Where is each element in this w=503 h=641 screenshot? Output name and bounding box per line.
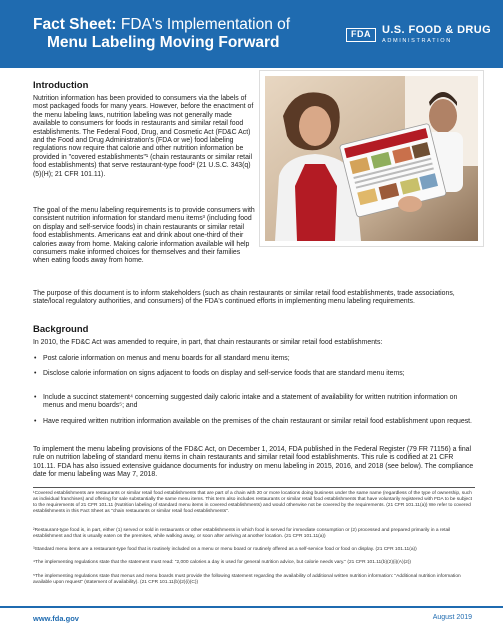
title-rest: FDA's Implementation of — [116, 16, 291, 33]
bullet-item: • Include a succinct statement⁴ concerning suggested daily caloric intake and a statement of availability for written nutrition information on menus and menu boards⁵; and — [33, 394, 475, 411]
footer-date: August 2019 — [432, 614, 472, 621]
photo-illustration — [265, 76, 478, 241]
menu-photo — [260, 71, 483, 246]
agency-name-line1: U.S. FOOD & DRUG — [382, 24, 492, 36]
background-paragraph-2: To implement the menu labeling provisions of the FD&C Act, on December 1, 2014, FDA published in the Federal Register (79 FR 71156) a final rule on nutrition labeling of standard menu items in chain restaurants and similar retail food establishments. This rule is codified at 21 CFR 101.11. FDA has also issued extensive guidance documents for industry on menu labeling in 2015, 2016, and 2018 (see below). The compliance date for menu labeling was May 7, 2018. — [33, 446, 474, 479]
introduction-heading: Introduction — [33, 80, 89, 91]
header-banner — [0, 0, 503, 68]
intro-paragraph-2: The goal of the menu labeling requirements is to provide consumers with consistent nutrition information for standard menu items³ (including food on display and self-service foods) in chain restaurants or similar retail food establishments. Americans eat and drink about one-third of their calories away from home. Making calorie information available will help consumers make informed choices for themselves and their families when eating foods away from home. — [33, 207, 255, 265]
bullet-item: • Post calorie information on menus and menu boards for all standard menu items; — [33, 355, 475, 363]
fda-logo: FDA — [346, 28, 376, 42]
intro-paragraph-3: The purpose of this document is to inform stakeholders (such as chain restaurants or similar retail food establishments, trade associations, state/local regulatory authorities, and consumers) of the FDA's continued efforts in implementing menu labeling requirements. — [33, 290, 455, 306]
agency-name — [382, 24, 491, 45]
footnote: ³Standard menu items are a restaurant-type food that is routinely included on a menu or menu board or routinely offered as a self-service food or food on display. (21 CFR 101.11(a)) — [33, 547, 417, 552]
background-heading: Background — [33, 324, 89, 335]
title-line-2: Menu Labeling Moving Forward — [47, 34, 280, 51]
agency-name-line2: ADMINISTRATION — [382, 38, 452, 44]
footer-divider — [0, 606, 503, 608]
title-bold: Fact Sheet: — [33, 16, 117, 33]
bullet-item: • Disclose calorie information on signs adjacent to foods on display and self-service foods that are standard menu items; — [33, 370, 475, 378]
footnote: ²Restaurant-type food is, in part, either (1) served or sold in restaurants or other establishments in which food is served for immediate consumption or (2) processed and prepared primarily in a retail establishment and that is usually eaten on the premises, while walking away, or soon after arriving at another location. (21 CFR 101.11(a)) — [33, 528, 451, 539]
page-title — [33, 16, 333, 52]
footnote: ⁴The implementing regulations state that the statement must read: "2,000 calories a day is used for general nutrition advice, but calorie needs vary." (21 CFR 101.11(b)(2)(i)(A)(2)) — [33, 560, 412, 565]
intro-paragraph-1: Nutrition information has been provided to consumers via the labels of most packaged foods for many years. However, before the enactment of the menu labeling laws, nutrition labeling was not generally made available to consumers for foods in restaurants and similar retail food establishments. The Federal Food, Drug, and Cosmetic Act (FD&C Act) and the Food and Drug Administration's (FDA or we) food labeling regulations now require that calorie and other nutrition information be provided in "covered establishments"¹ (chain restaurants or similar retail food establishments) that serve restaurant-type food² (21 U.S.C. 343(q)(5)(H); 21 CFR 101.11). — [33, 95, 254, 178]
footnote: ¹Covered establishments are restaurants or similar retail food establishments that are part of a chain with 20 or more locations doing business under the same name (regardless of the type of ownership, such as individual franchises) and offering for sale substantially the same menu items. This term also includes restaurants or similar retail food establishments that have voluntarily registered with FDA to be subject to the requirements of 21 CFR 101.11 (Nutrition labeling of standard menu items in covered establishments) and would otherwise not be covered by the requirements. (21 CFR 101.11(a)) We refer to covered establishments in this Fact Sheet as "chain restaurants or similar retail food establishments". — [33, 491, 472, 514]
background-paragraph-1: In 2010, the FD&C Act was amended to require, in part, that chain restaurants or similar retail food establishments: — [33, 339, 383, 346]
footnote-divider — [33, 487, 475, 488]
footer-link-fda[interactable]: www.fda.gov — [33, 614, 79, 623]
footnote: ⁵The implementing regulations state that menus and menu boards must provide the following statement regarding the availability of additional written nutrition information: "Additional nutrition information available upon request" (statement of availability). (21 CFR 101.11(b)(2)(i)(C)) — [33, 574, 461, 585]
bullet-item: • Have required written nutrition information available on the premises of the chain restaurant or similar retail food establishment upon request. — [33, 418, 475, 426]
